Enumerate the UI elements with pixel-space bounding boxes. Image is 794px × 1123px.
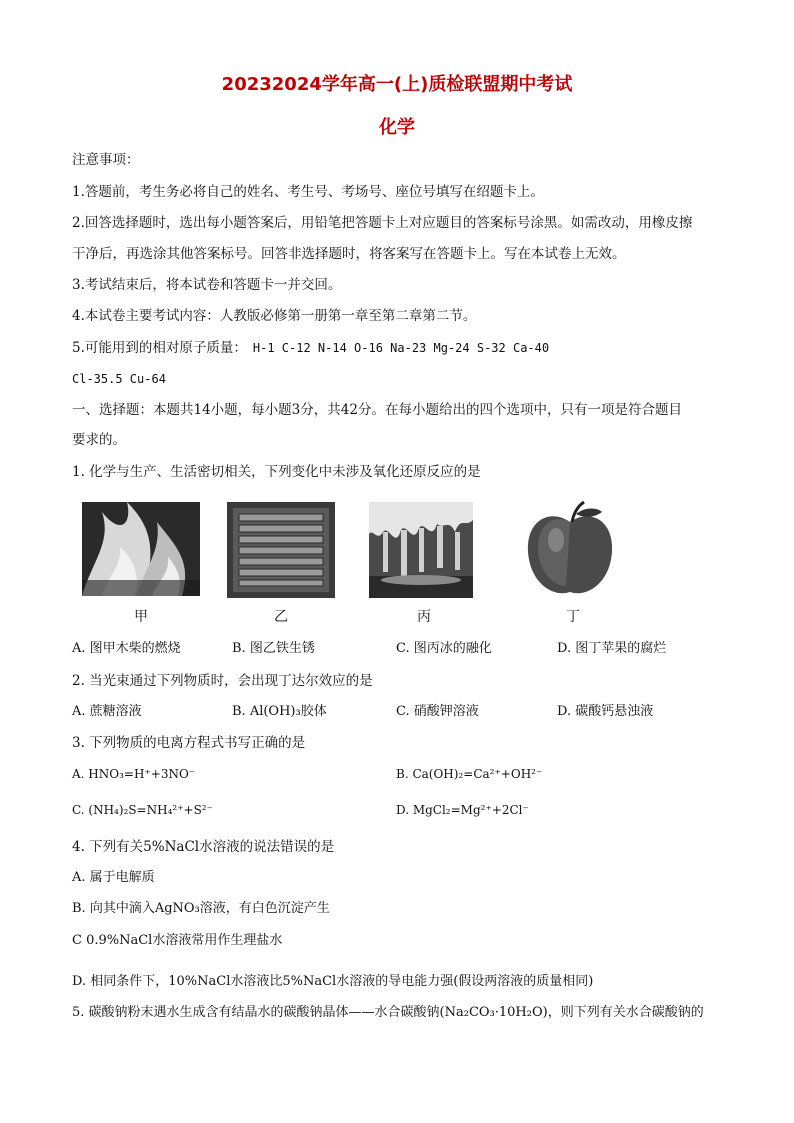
question-1-stem: 1. 化学与生产、生活密切相关，下列变化中未涉及氧化还原反应的是 — [72, 464, 481, 480]
section-heading: 一、选择题：本题共14小题，每小题3分，共42分。在每小题给出的四个选项中，只有一项是符合题目 — [72, 402, 682, 418]
question-5-stem: 5. 碳酸钠粉末遇水生成含有结晶水的碳酸钠晶体——水合碳酸钠(Na₂CO₃·10H₂O)，则下列有关水合碳酸钠的 — [72, 1005, 704, 1020]
rusty-grate-image — [227, 502, 335, 598]
note-line: 1.答题前，考生务必将自己的姓名、考生号、考场号、座位号填写在绍题卡上。 — [72, 184, 544, 200]
section-heading-cont: 要求的。 — [72, 432, 126, 448]
q3-option-d[interactable]: D. MgCl₂=Mg²⁺+2Cl⁻ — [396, 803, 529, 817]
image-caption: 甲 — [134, 609, 148, 625]
note-line: 2.回答选择题时，选出每小题答案后，用铅笔把答题卡上对应题目的答案标号涂黑。如需改动，用橡皮擦 — [72, 215, 693, 231]
fire-image — [82, 502, 200, 596]
q2-option-d[interactable]: D. 碳酸钙悬浊液 — [557, 704, 654, 719]
exam-title: 20232024学年高一(上)质检联盟期中考试 — [221, 74, 573, 95]
melting-ice-image — [369, 502, 473, 598]
note-line — [72, 338, 549, 358]
question-4-stem: 4. 下列有关5%NaCl水溶液的说法错误的是 — [72, 839, 335, 855]
q4-option-a[interactable]: A. 属于电解质 — [72, 870, 155, 885]
note-line: 干净后，再选涂其他答案标号。回答非选择题时，将客案写在答题卡上。写在本试卷上无效。 — [72, 246, 626, 262]
q3-option-c[interactable]: C. (NH₄)₂S=NH₄²⁺+S²⁻ — [72, 803, 213, 817]
q1-option-d[interactable]: D. 图丁苹果的腐烂 — [557, 641, 667, 656]
q2-option-a[interactable]: A. 蔗糖溶液 — [72, 704, 142, 719]
q4-option-c[interactable]: C 0.9%NaCl水溶液常用作生理盐水 — [72, 933, 283, 948]
question-2-stem: 2. 当光束通过下列物质时，会出现丁达尔效应的是 — [72, 673, 373, 689]
q1-option-a[interactable]: A. 图甲木柴的燃烧 — [72, 641, 181, 656]
q2-option-b[interactable]: B. Al(OH)₃胶体 — [232, 704, 327, 719]
q3-option-a[interactable]: A. HNO₃=H⁺+3NO⁻ — [72, 767, 196, 781]
atomic-masses-cont: Cl-35.5 Cu-64 — [72, 372, 166, 386]
apple-image — [520, 500, 620, 600]
note-line: 3.考试结束后，将本试卷和答题卡一并交回。 — [72, 277, 342, 293]
subject-title: 化学 — [379, 117, 415, 138]
q1-option-b[interactable]: B. 图乙铁生锈 — [232, 641, 315, 656]
question-3-stem: 3. 下列物质的电离方程式书写正确的是 — [72, 735, 306, 751]
note-line-label: 5.可能用到的相对原子质量： — [72, 340, 247, 356]
q2-option-c[interactable]: C. 硝酸钾溶液 — [396, 704, 479, 719]
image-caption: 乙 — [274, 609, 288, 625]
q4-option-b[interactable]: B. 向其中滴入AgNO₃溶液，有白色沉淀产生 — [72, 901, 330, 916]
atomic-masses: H-1 C-12 N-14 O-16 Na-23 Mg-24 S-32 Ca-40 — [252, 341, 550, 355]
note-line: 4.本试卷主要考试内容：人教版必修第一册第一章至第二章第二节。 — [72, 308, 477, 324]
image-caption: 丙 — [417, 609, 431, 625]
notes-heading: 注意事项： — [72, 152, 140, 168]
q1-option-c[interactable]: C. 图丙冰的融化 — [396, 641, 492, 656]
q4-option-d[interactable]: D. 相同条件下，10%NaCl水溶液比5%NaCl水溶液的导电能力强(假设两溶液的质量相同) — [72, 974, 594, 989]
q3-option-b[interactable]: B. Ca(OH)₂=Ca²⁺+OH²⁻ — [396, 767, 543, 781]
image-caption: 丁 — [566, 609, 580, 625]
